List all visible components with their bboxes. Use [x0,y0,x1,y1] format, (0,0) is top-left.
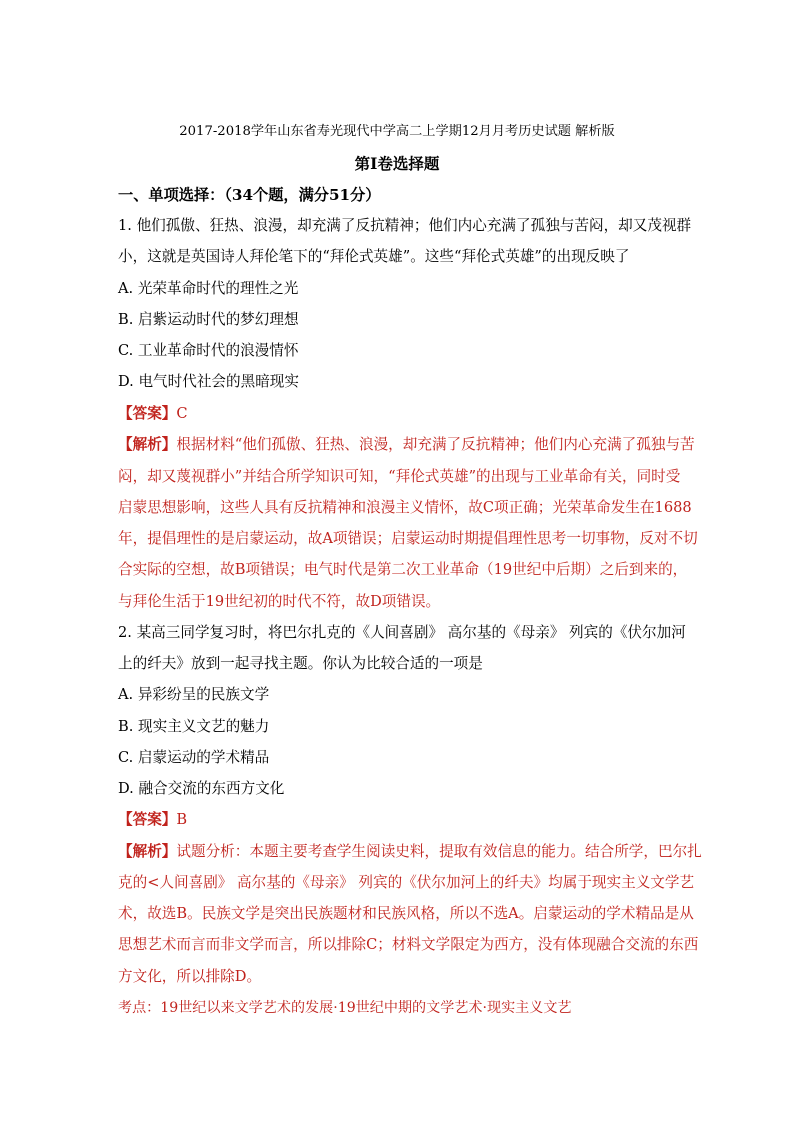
q1-analysis-tag: 【解析】 [118,436,177,453]
q2-answer-tag: 【答案】 [118,811,177,828]
section-title: 第Ⅰ卷选择题 [354,154,440,173]
q2-option-c: C. 启蒙运动的学术精品 [118,749,270,766]
part-heading: 一、单项选择：（34个题，满分51分） [118,186,381,204]
q1-option-b: B. 启紫运动时代的梦幻理想 [118,311,299,328]
q2-stem-line-1: 2. 某高三同学复习时，将巴尔扎克的《人间喜剧》 高尔基的《母亲》 列宾的《伏尔加河 [118,624,686,641]
q2-option-a: A. 异彩纷呈的民族文学 [118,686,270,703]
q2-analysis-line-1 [118,842,702,862]
q1-analysis-line-5: 合实际的空想，故B项错误；电气时代是第二次工业革命（19世纪中后期）之后到来的， [118,561,688,578]
q2-analysis-tag: 【解析】 [118,843,177,860]
q2-analysis-line-5: 方文化，所以排除D。 [118,968,262,985]
q2-analysis-line-4: 思想艺术而言而非文学而言，所以排除C；材料文学限定为西方，没有体现融合交流的东西 [118,936,699,953]
q2-option-b: B. 现实主义文艺的魅力 [118,718,270,735]
q1-option-d: D. 电气时代社会的黑暗现实 [118,373,299,390]
q1-option-c: C. 工业革命时代的浪漫情怀 [118,342,299,359]
q2-analysis-text-1: 试题分析：本题主要考查学生阅读史料，提取有效信息的能力。结合所学，巴尔扎 [176,843,702,860]
q1-option-a: A. 光荣革命时代的理性之光 [118,280,299,297]
q1-answer-value: C [176,405,188,422]
q2-analysis-line-3: 术，故选B。民族文学是突出民族题材和民族风格，所以不选A。启蒙运动的学术精品是从 [118,905,694,922]
q1-stem-line-2: 小，这就是英国诗人拜伦笔下的“拜伦式英雄”。这些“拜伦式英雄”的出现反映了 [118,248,630,265]
q2-option-d: D. 融合交流的东西方文化 [118,780,285,797]
q1-answer [118,404,188,424]
q1-analysis-line-6: 与拜伦生活于19世纪初的时代不符，故D项错误。 [118,593,441,610]
q1-analysis-line-1 [118,435,695,455]
q1-answer-tag: 【答案】 [118,405,177,422]
q1-analysis-line-2: 闷，却又蔑视群小”并结合所学知识可知，“拜伦式英雄”的出现与工业革命有关，同时受 [118,468,681,485]
q2-answer [118,810,187,830]
q1-analysis-line-4: 年，提倡理性的是启蒙运动，故A项错误；启蒙运动时期提倡理性思考一切事物，反对不切 [118,530,698,547]
q2-analysis-line-2: 克的<人间喜剧》 高尔基的《母亲》 列宾的《伏尔加河上的纤夫》均属于现实主义文学艺 [118,874,695,891]
q2-stem-line-2: 上的纤夫》放到一起寻找主题。你认为比较合适的一项是 [118,655,483,672]
q1-analysis-line-3: 启蒙思想影响，这些人具有反抗精神和浪漫主义情怀，故C项正确；光荣革命发生在1688 [118,499,692,516]
q1-stem-line-1: 1. 他们孤傲、狂热、浪漫，却充满了反抗精神；他们内心充满了孤独与苦闷，却又茂视群 [118,217,692,234]
q1-analysis-text-1: 根据材料“他们孤傲、狂热、浪漫，却充满了反抗精神；他们内心充满了孤独与苦 [176,436,695,453]
document-title: 2017-2018学年山东省寿光现代中学高二上学期12月月考历史试题 解析版 [179,124,615,139]
q2-kaodian: 考点：19世纪以来文学艺术的发展·19世纪中期的文学艺术·现实主义文艺 [118,1000,572,1016]
q2-answer-value: B [176,811,188,828]
